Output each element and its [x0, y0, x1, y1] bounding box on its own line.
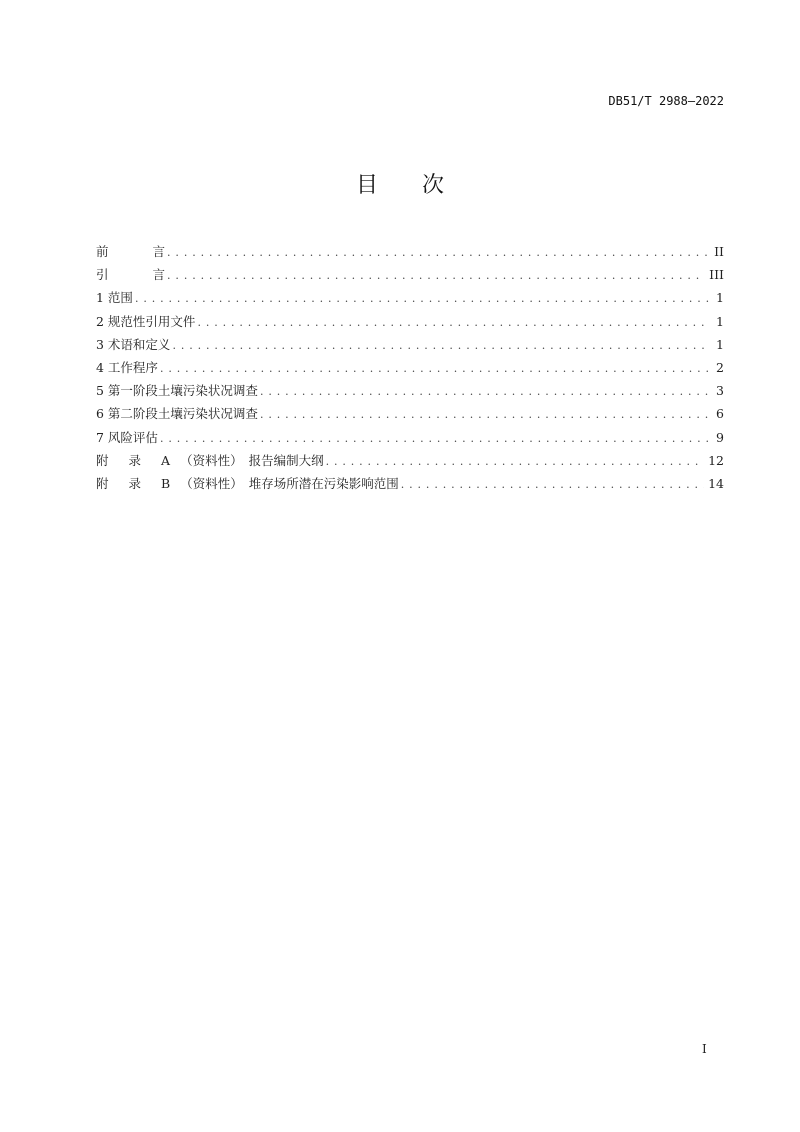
toc-page-number: 14 — [708, 475, 724, 491]
toc-entry-phase-one-survey[interactable] — [96, 382, 724, 405]
title-char-1: 目 — [355, 173, 378, 198]
leader-dots — [135, 290, 710, 308]
toc-entry-label: 3 术语和定义 — [96, 336, 171, 352]
toc-entry-label: 引 言 — [96, 267, 166, 283]
leader-dots — [197, 314, 710, 332]
toc-page-number: 1 — [716, 336, 724, 352]
toc-page-number: II — [714, 244, 724, 259]
page-number-footer: I — [702, 1042, 707, 1056]
toc-entry-label: 6 第二阶段土壤污染状况调查 — [96, 406, 258, 422]
title-char-2: 次 — [422, 173, 445, 198]
toc-entry-label: 附 录 B （资料性） 堆存场所潜在污染影响范围 — [96, 475, 399, 491]
toc-entry-foreword[interactable] — [96, 243, 724, 266]
leader-dots — [401, 476, 704, 494]
toc-page-number: 9 — [716, 429, 724, 445]
toc-page-number: 12 — [708, 452, 724, 468]
toc-entry-label: 4 工作程序 — [96, 359, 158, 375]
toc-entry-normative-references[interactable] — [96, 313, 724, 336]
toc-entry-terms-definitions[interactable] — [96, 336, 724, 359]
toc-page-number: 1 — [716, 313, 724, 329]
leader-dots — [260, 383, 710, 401]
leader-dots — [172, 337, 710, 355]
leader-dots — [167, 267, 705, 285]
toc-entry-appendix-a[interactable] — [96, 452, 724, 475]
page-title — [0, 168, 800, 199]
toc-entry-label: 7 风险评估 — [96, 429, 158, 445]
document-standard-number: DB51/T 2988—2022 — [608, 94, 724, 108]
toc-entry-phase-two-survey[interactable] — [96, 405, 724, 428]
toc-entry-label: 附 录 A （资料性） 报告编制大纲 — [96, 452, 324, 468]
toc-entry-label: 1 范围 — [96, 290, 133, 306]
toc-entry-work-procedure[interactable] — [96, 359, 724, 382]
toc-entry-label: 2 规范性引用文件 — [96, 313, 196, 329]
leader-dots — [160, 360, 710, 378]
leader-dots — [167, 244, 710, 262]
toc-entry-appendix-b[interactable] — [96, 475, 724, 498]
table-of-contents — [96, 243, 724, 498]
leader-dots — [160, 430, 710, 448]
toc-page-number: 1 — [716, 290, 724, 306]
toc-page-number: III — [709, 267, 724, 283]
toc-page-number: 6 — [716, 406, 724, 422]
toc-entry-label: 前 言 — [96, 244, 166, 259]
toc-page-number: 3 — [716, 383, 724, 399]
toc-page-number: 2 — [716, 359, 724, 375]
leader-dots — [326, 453, 705, 471]
toc-entry-risk-assessment[interactable] — [96, 429, 724, 452]
toc-entry-label: 5 第一阶段土壤污染状况调查 — [96, 383, 258, 399]
toc-entry-scope[interactable] — [96, 289, 724, 312]
leader-dots — [260, 406, 710, 424]
toc-entry-introduction[interactable] — [96, 266, 724, 289]
